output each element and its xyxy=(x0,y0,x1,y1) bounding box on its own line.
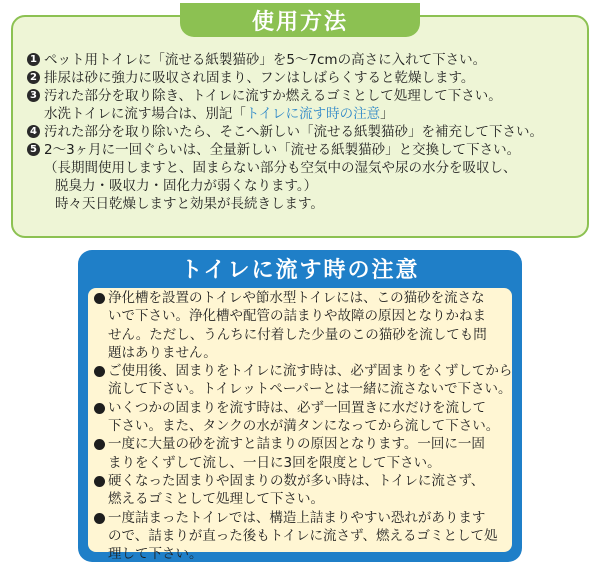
caution-item-text xyxy=(108,289,508,362)
caution-item-line: ご使用後、固まりをトイレに流す時は、必ず固まりをくずしてから xyxy=(108,363,513,380)
step-number-2: 2 xyxy=(27,71,40,84)
caution-item-text xyxy=(108,509,508,564)
caution-item-text xyxy=(108,435,508,472)
bullet-icon xyxy=(94,366,105,377)
caution-item-line: 浄化槽を設置のトイレや節水型トイレには、この猫砂を流さな xyxy=(108,290,485,306)
caution-reference-link: トイレに流す時の注意 xyxy=(245,106,381,122)
bullet-icon xyxy=(94,476,105,487)
caution-item-line: 燃えるゴミとして処理して下さい。 xyxy=(108,491,324,508)
step-text-1: ペット用トイレに「流せる紙製猫砂」を5～7cmの高さに入れて下さい。 xyxy=(44,52,487,68)
caution-item-line: 硬くなった固まりや固まりの数が多い時は、トイレに流さず、 xyxy=(108,472,485,489)
caution-item xyxy=(94,472,508,509)
caution-item-line: 理して下さい。 xyxy=(108,546,203,563)
usage-step-2 xyxy=(27,69,579,87)
caution-item-text xyxy=(108,362,512,399)
caution-item-text xyxy=(108,472,508,509)
step-number-4: 4 xyxy=(27,125,40,138)
step-3-note-after: 」 xyxy=(380,106,394,122)
caution-item-line: まりをくずして流し、一日に3回を限度として下さい。 xyxy=(108,454,441,471)
step-5-note-3: 時々天日乾燥しますと効果が長続きします。 xyxy=(55,196,324,212)
usage-step-4 xyxy=(27,123,579,141)
caution-item xyxy=(94,289,508,362)
step-5-note-1: （長期間使用しますと、固まらない部分も空気中の湿気や尿の水分を吸収し、 xyxy=(44,160,517,176)
caution-item-line: ので、詰まりが直った後もトイレに流さず、燃えるゴミとして処 xyxy=(108,527,498,544)
bullet-icon xyxy=(94,293,105,304)
caution-item-line: 一度詰まったトイレでは、構造上詰まりやすい恐れがあります xyxy=(108,509,486,526)
step-text-4: 汚れた部分を取り除いたら、そこへ新しい「流せる紙製猫砂」を補充して下さい。 xyxy=(44,124,543,140)
step-number-1: 1 xyxy=(27,53,40,66)
caution-item-line: 流して下さい。トイレットペーパーとは一緒に流さないで下さい。 xyxy=(108,381,512,398)
step-text-2: 排尿は砂に強力に吸収され固まり、フンはしばらくすると乾燥します。 xyxy=(44,70,475,86)
caution-item-line: せん。ただし、うんちに付着した少量のこの猫砂を流しても問 xyxy=(108,326,487,343)
caution-item xyxy=(94,399,508,436)
usage-steps-list xyxy=(27,51,579,213)
step-number-3: 3 xyxy=(27,89,40,102)
usage-step-3 xyxy=(27,87,579,105)
bullet-icon xyxy=(94,403,105,414)
caution-item xyxy=(94,509,508,564)
usage-step-1 xyxy=(27,51,579,69)
caution-item-line: 題はありません。 xyxy=(108,344,217,361)
caution-item xyxy=(94,435,508,472)
bullet-icon xyxy=(94,513,105,524)
usage-header xyxy=(180,3,420,37)
caution-item-line: 一度に大量の砂を流すと詰まりの原因となります。一回に一固 xyxy=(108,436,485,453)
step-text-3: 汚れた部分を取り除き、トイレに流すか燃えるゴミとして処理して下さい。 xyxy=(44,88,502,104)
usage-title: 使用方法 xyxy=(251,9,348,35)
caution-item-text xyxy=(108,399,508,436)
caution-title: トイレに流す時の注意 xyxy=(180,257,420,283)
caution-panel xyxy=(78,250,522,562)
caution-list xyxy=(94,289,513,563)
step-3-note-before: 水洗トイレに流す場合は、別記「 xyxy=(44,106,246,122)
step-5-note-2: 脱臭力・吸収力・固化力が弱くなります。） xyxy=(55,178,318,194)
step-text-5: 2～3ヶ月に一回ぐらいは、全量新しい「流せる紙製猫砂」と交換して下さい。 xyxy=(44,142,521,158)
step-number-5: 5 xyxy=(27,143,40,156)
usage-panel xyxy=(11,9,589,238)
caution-item-line: いで下さい。浄化槽や配管の詰まりや故障の原因となりかねま xyxy=(108,308,486,325)
caution-body xyxy=(88,288,513,563)
caution-item-line: 下さい。また、タンクの水が満タンになってから流して下さい。 xyxy=(108,418,500,435)
usage-step-5 xyxy=(27,141,579,159)
caution-header xyxy=(78,250,522,286)
caution-item xyxy=(94,362,513,399)
step-3-note xyxy=(27,105,579,123)
bullet-icon xyxy=(94,439,105,450)
caution-item-line: いくつかの固まりを流す時は、必ず一回置きに水だけを流して xyxy=(108,399,486,416)
